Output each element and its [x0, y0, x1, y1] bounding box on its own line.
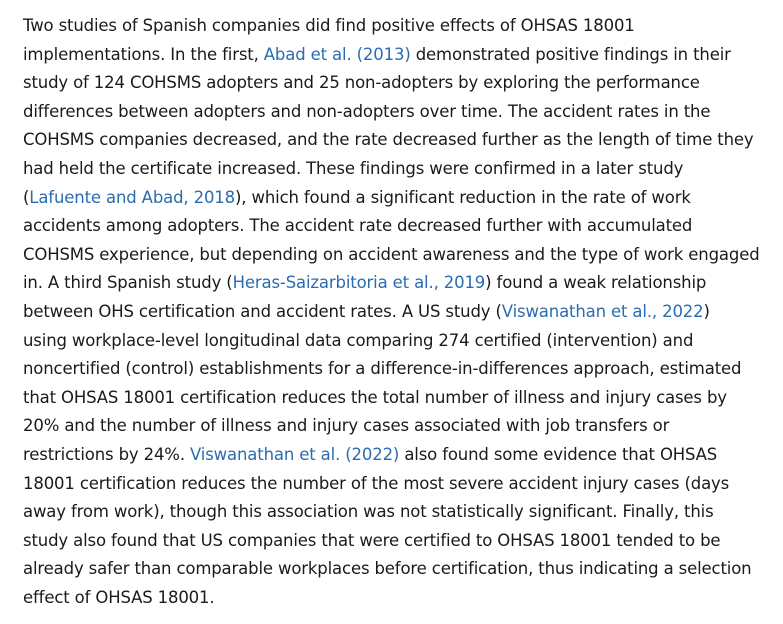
text-line: [23, 527, 773, 556]
text-line: [23, 98, 773, 127]
text-line: [23, 298, 773, 327]
text-line: [23, 155, 773, 184]
citation-link[interactable]: Heras-Saizarbitoria et al., 2019: [232, 273, 486, 293]
text-line: [23, 241, 773, 270]
text-run: differences between adopters and non-adopters over time. The accident rates in the: [23, 101, 711, 121]
text-line: [23, 327, 773, 356]
text-run: (: [23, 187, 30, 207]
text-run: implementations. In the first,: [23, 44, 264, 64]
text-line: [23, 498, 773, 527]
citation-link[interactable]: Abad et al. (2013): [263, 44, 411, 64]
text-run: 20% and the number of illness and injury cases associated with job transfers or: [23, 416, 670, 436]
text-line: [23, 184, 773, 213]
text-line: [23, 212, 773, 241]
text-run: also found some evidence that OHSAS: [399, 444, 718, 464]
text-line: [23, 555, 773, 584]
text-run: COHSMS experience, but depending on accident awareness and the type of work engaged: [23, 244, 760, 264]
body-paragraph: [23, 12, 773, 612]
text-line: [23, 41, 773, 70]
text-line: [23, 12, 773, 41]
text-run: ), which found a significant reduction in the rate of work: [235, 187, 691, 207]
text-run: restrictions by 24%.: [23, 444, 191, 464]
text-run: study of 124 COHSMS adopters and 25 non-adopters by exploring the performance: [23, 73, 700, 93]
text-run: had held the certificate increased. These findings were confirmed in a later study: [23, 158, 684, 178]
text-run: accidents among adopters. The accident rate decreased further with accumulated: [23, 216, 693, 236]
text-run: noncertified (control) establishments for a difference-in-differences approach, estimated: [23, 359, 742, 379]
text-run: that OHSAS 18001 certification reduces the total number of illness and injury cases by: [23, 387, 727, 407]
text-line: [23, 412, 773, 441]
text-run: study also found that US companies that were certified to OHSAS 18001 tended to be: [23, 530, 721, 550]
text-line: [23, 69, 773, 98]
text-run: between OHS certification and accident rates. A US study (: [23, 301, 502, 321]
text-run: already safer than comparable workplaces before certification, thus indicating a selection: [23, 559, 752, 579]
text-line: [23, 584, 773, 613]
text-run: using workplace-level longitudinal data comparing 274 certified (intervention) and: [23, 330, 694, 350]
citation-link[interactable]: Lafuente and Abad, 2018: [29, 187, 236, 207]
text-run: away from work), though this association was not statistically significant. Finally, this: [23, 502, 714, 522]
text-run: Two studies of Spanish companies did find positive effects of OHSAS 18001: [23, 16, 635, 35]
text-line: [23, 470, 773, 499]
text-run: ) found a weak relationship: [485, 273, 707, 293]
text-run: in. A third Spanish study (: [23, 273, 233, 293]
text-run: effect of OHSAS 18001.: [23, 587, 215, 607]
text-line: [23, 441, 773, 470]
text-line: [23, 355, 773, 384]
text-line: [23, 269, 773, 298]
text-line: [23, 126, 773, 155]
citation-link[interactable]: Viswanathan et al., 2022: [501, 301, 704, 321]
text-run: demonstrated positive findings in their: [410, 44, 731, 64]
text-run: ): [703, 301, 710, 321]
text-run: COHSMS companies decreased, and the rate decreased further as the length of time they: [23, 130, 754, 150]
citation-link[interactable]: Viswanathan et al. (2022): [190, 444, 400, 464]
text-line: [23, 384, 773, 413]
text-run: 18001 certification reduces the number of the most severe accident injury cases (days: [23, 473, 730, 493]
